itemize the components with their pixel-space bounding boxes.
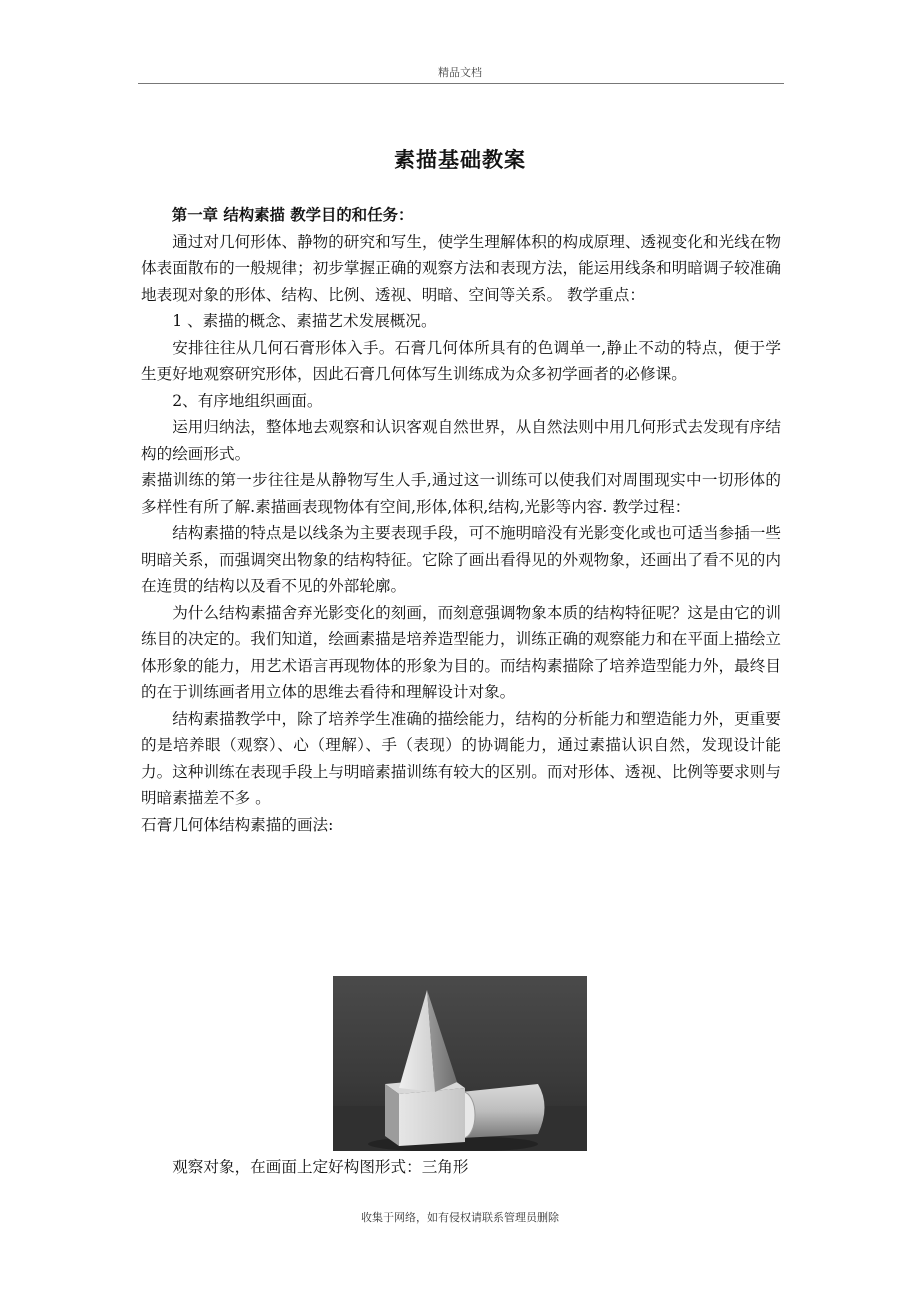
paragraph: 结构素描教学中，除了培养学生准确的描绘能力，结构的分析能力和塑造能力外，更重要的是培养眼（观察）、心（理解）、手（表现）的协调能力，通过素描认识自然，发现设计能力。这种训练在表现手段上与明暗素描训练有较大的区别。而对形体、透视、比例等要求则与明暗素描差不多 。 [141,709,781,807]
page-header: 精品文档 [438,66,482,79]
paragraph: 运用归纳法，整体地去观察和认识客观自然世界，从自然法则中用几何形式去发现有序结构的绘画形式。 [141,418,781,463]
paragraph: 安排往往从几何石膏形体入手。石膏几何体所具有的色调单一,静止不动的特点，便于学生更好地观察研究形体，因此石膏几何体写生训练成为众多初学画者的必修课。 [141,338,781,383]
document-title: 素描基础教案 [394,148,526,172]
page-footer: 收集于网络，如有侵权请联系管理员删除 [361,1211,559,1224]
list-item: 2、有序地组织画面。 [172,391,323,410]
list-item: 1 、素描的概念、素描艺术发展概况。 [172,312,437,330]
plaster-still-life-illustration [333,976,587,1151]
paragraph: 为什么结构素描舍弃光影变化的刻画，而刻意强调物象本质的结构特征呢？这是由它的训练目的决定的。我们知道，绘画素描是培养造型能力，训练正确的观察能力和在平面上描绘立体形象的能力，用艺术语言再现物体的形象为目的。而结构素描除了培养造型能力外，最终目的在于训练画者用立体的思维去看待和理解设计对象。 [141,603,781,701]
plaster-geometry-photo [333,976,587,1151]
header-divider [138,83,784,84]
paragraph: 通过对几何形体、静物的研究和写生，使学生理解体积的构成原理、透视变化和光线在物体表面散布的一般规律；初步掌握正确的观察方法和表现方法，能运用线条和明暗调子较准确地表现对象的形体、结构、比例、透视、明暗、空间等关系。 教学重点： [141,232,781,304]
image-caption: 观察对象，在画面上定好构图形式：三角形 [172,1158,469,1176]
chapter-heading: 第一章 结构素描 教学目的和任务： [171,206,414,224]
paragraph: 素描训练的第一步往往是从静物写生人手,通过这一训练可以使我们对周围现实中一切形体的多样性有所了解.素描画表现物体有空间,形体,体积,结构,光影等内容. 教学过程： [141,471,781,516]
section-label: 石膏几何体结构素描的画法: [141,815,334,834]
paragraph: 结构素描的特点是以线条为主要表现手段，可不施明暗没有光影变化或也可适当参插一些明暗关系，而强调突出物象的结构特征。它除了画出看得见的外观物象，还画出了看不见的内在连贯的结构以及看不见的外部轮廓。 [141,524,781,595]
document-body [141,202,781,838]
